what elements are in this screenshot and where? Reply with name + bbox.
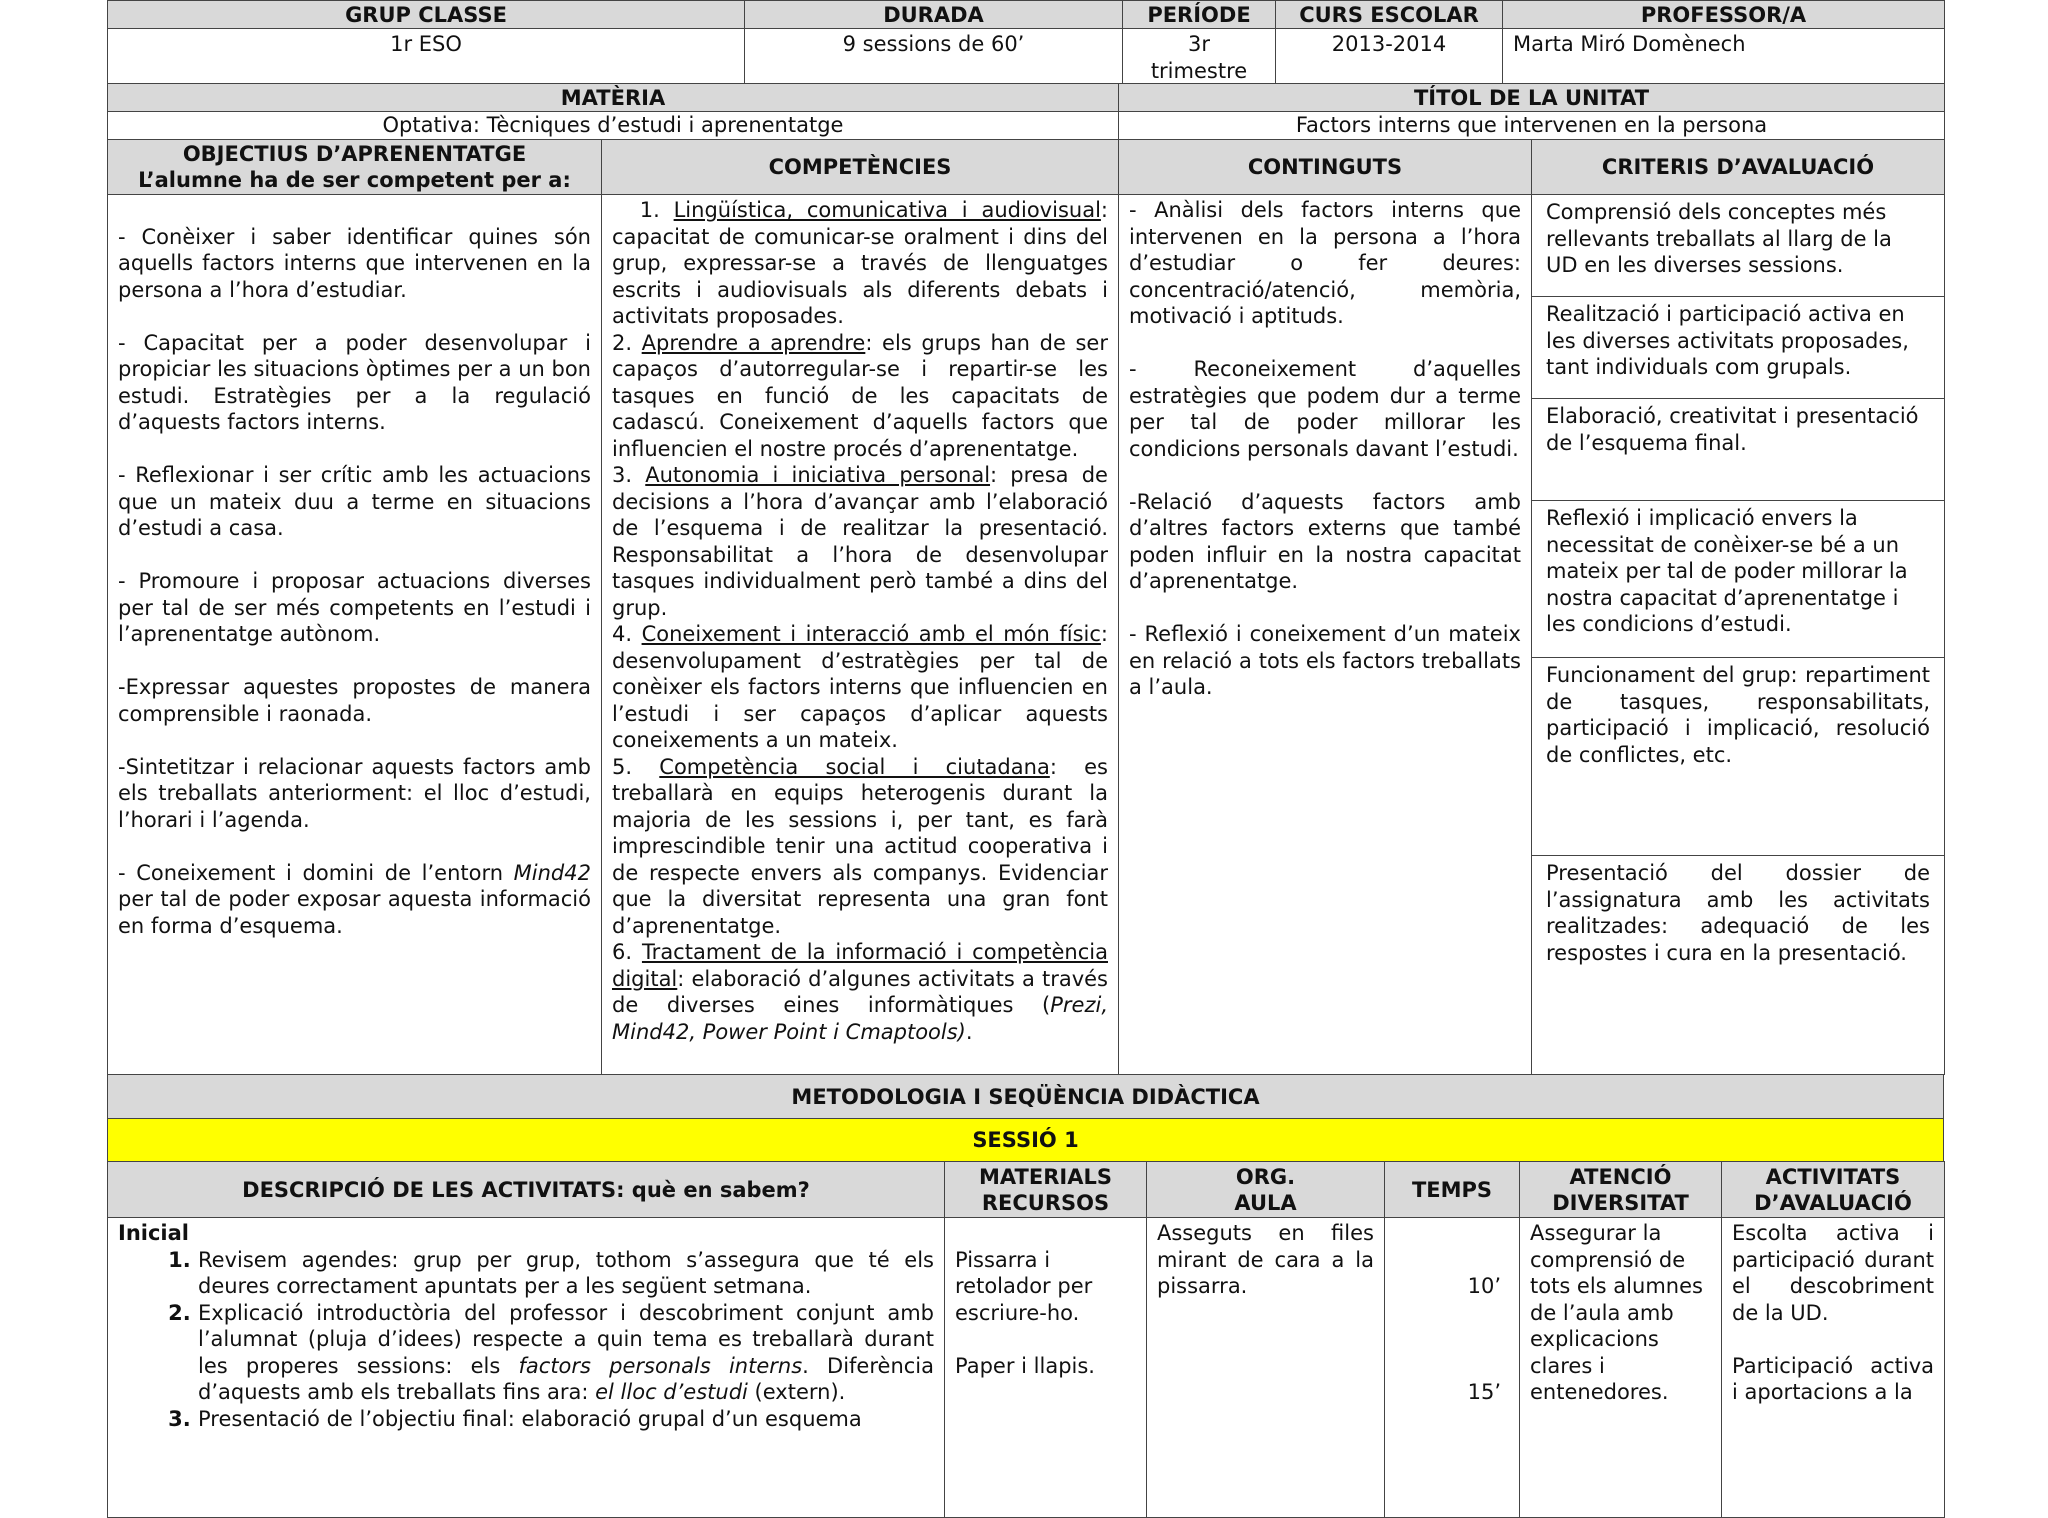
competencia-5: 5. Competència social i ciutadana: es treballarà en equips heterogenis durant la majoria de les sessions i, per tant, es farà imprescindible tenir una actitud cooperativa i de respecte envers als companys. Evidenciar que la diversitat representa una gran font d’aprenentatge. bbox=[612, 754, 1108, 938]
criteri-2: Realització i participació activa en les diverses activitats proposades, tant individuals com grupals. bbox=[1532, 297, 1944, 399]
descripcio-header: DESCRIPCIÓ DE LES ACTIVITATS: què en sabem? bbox=[108, 1162, 945, 1218]
metodologia-title: METODOLOGIA I SEQÜÈNCIA DIDÀCTICA bbox=[108, 1075, 1944, 1119]
session-table bbox=[107, 1161, 1945, 1518]
atencio-header: ATENCIÓ DIVERSITAT bbox=[1520, 1162, 1722, 1218]
contingut-1: - Anàlisi dels factors interns que intervenen en la persona a l’hora d’estudiar o fer deures: concentració/atenció, memòria, motivació i aptituds. bbox=[1129, 198, 1521, 328]
criteris-header: CRITERIS D’AVALUACIÓ bbox=[1532, 140, 1945, 195]
atencio-cell: Assegurar la comprensió de tots els alumnes de l’aula amb explicacions clares i entenedores. bbox=[1520, 1218, 1722, 1518]
org-cell: Asseguts en files mirant de cara a la pissarra. bbox=[1147, 1218, 1385, 1518]
objectiu-2: - Capacitat per a poder desenvolupar i propiciar les situacions òptimes per a un bon estudi. Estratègies per a la regulació d’aquests factors interns. bbox=[118, 330, 591, 434]
continguts-header: CONTINGUTS bbox=[1119, 140, 1532, 195]
objectiu-3: - Reflexionar i ser crític amb les actuacions que un mateix duu a terme en situacions d’estudi a casa. bbox=[118, 463, 591, 540]
avaluacio-2: Participació activa i aportacions a la bbox=[1732, 1353, 1934, 1404]
material-1: Pissarra i retolador per escriure-ho. bbox=[955, 1247, 1093, 1325]
sessio-title: SESSIÓ 1 bbox=[108, 1119, 1944, 1162]
competencia-2: 2. Aprendre a aprendre: els grups han de ser capaços d’autorregular-se i repartir-se les tasques en funció de les capacitats de cadascú. Coneixement d’aquells factors que influencien el nostre procés d’aprenentatge. bbox=[612, 330, 1108, 461]
criteri-1: Comprensió dels conceptes més rellevants treballats al llarg de la UD en les diverses sessions. bbox=[1532, 195, 1944, 297]
descripcio-cell bbox=[108, 1218, 945, 1518]
activitats-header: ACTIVITATS D’AVALUACIÓ bbox=[1722, 1162, 1945, 1218]
content-table bbox=[107, 139, 1945, 1075]
criteri-4: Reflexió i implicació envers la necessitat de conèixer-se bé a un mateix per tal de poder millorar la nostra capacitat d’aprenentatge i les condicions d’estudi. bbox=[1532, 501, 1944, 658]
professor-label: PROFESSOR/A bbox=[1503, 1, 1945, 29]
metodologia-table bbox=[107, 1074, 1944, 1162]
inicial-label: Inicial bbox=[118, 1221, 189, 1245]
competencies-header: COMPETÈNCIES bbox=[602, 140, 1119, 195]
org-header: ORG. AULA bbox=[1147, 1162, 1385, 1218]
competencia-1: 1. Lingüística, comunicativa i audiovisual: capacitat de comunicar-se oralment i dins del grup, expressar-se a través de llenguatges escrits i audiovisuals als diferents debats i activitats proposades. bbox=[612, 198, 1108, 328]
professor-value: Marta Miró Domènech bbox=[1503, 29, 1945, 87]
temps-1: 10’ bbox=[1467, 1274, 1501, 1298]
titol-label: TÍTOL DE LA UNITAT bbox=[1119, 84, 1945, 112]
continguts-cell bbox=[1119, 195, 1532, 1075]
contingut-3: -Relació d’aquests factors amb d’altres factors externs que també poden influir en la nostra capacitat d’aprenentatge. bbox=[1129, 489, 1521, 593]
curs-label: CURS ESCOLAR bbox=[1276, 1, 1503, 29]
competencies-cell bbox=[602, 195, 1119, 1075]
activity-2: 2. Explicació introductòria del professor i descobriment conjunt amb l’alumnat (pluja d’idees) respecte a quin tema es treballarà durant les properes sessions: els factors personals interns. Diferència d’aquests amb els treballats fins ara: el lloc d’estudi (extern). bbox=[198, 1300, 934, 1406]
activity-3: 3. Presentació de l’objectiu final: elaboració grupal d’un esquema bbox=[198, 1406, 934, 1433]
avaluacio-cell bbox=[1722, 1218, 1945, 1518]
grup-label: GRUP CLASSE bbox=[108, 1, 745, 29]
materials-cell bbox=[945, 1218, 1147, 1518]
objectius-header: OBJECTIUS D’APRENENTATGE L’alumne ha de ser competent per a: bbox=[108, 140, 602, 195]
materia-table bbox=[107, 83, 1945, 140]
competencia-6: 6. Tractament de la informació i competència digital: elaboració d’algunes activitats a través de diverses eines informàtiques (Prezi, Mind42, Power Point i Cmaptools). bbox=[612, 940, 1108, 1044]
temps-header: TEMPS bbox=[1385, 1162, 1520, 1218]
avaluacio-1: Escolta activa i participació durant el descobriment de la UD. bbox=[1732, 1221, 1934, 1325]
titol-value: Factors interns que intervenen en la persona bbox=[1119, 112, 1945, 140]
activity-1: 1. Revisem agendes: grup per grup, tothom s’assegura que té els deures correctament apuntats per a les següent setmana. bbox=[198, 1247, 934, 1300]
criteri-6: Presentació del dossier de l’assignatura amb les activitats realitzades: adequació de les respostes i cura en la presentació. bbox=[1546, 861, 1930, 965]
curs-value: 2013-2014 bbox=[1276, 29, 1503, 87]
objectius-cell bbox=[108, 195, 602, 1075]
durada-value: 9 sessions de 60’ bbox=[745, 29, 1123, 87]
materials-header: MATERIALS RECURSOS bbox=[945, 1162, 1147, 1218]
periode-value: 3r trimestre bbox=[1123, 29, 1276, 87]
criteri-3: Elaboració, creativitat i presentació de l’esquema final. bbox=[1532, 399, 1944, 501]
objectiu-4: - Promoure i proposar actuacions diverses per tal de ser més competents en l’estudi i l’aprenentatge autònom. bbox=[118, 569, 591, 646]
periode-label: PERÍODE bbox=[1123, 1, 1276, 29]
objectiu-6: -Sintetitzar i relacionar aquests factors amb els treballats anteriorment: el lloc d’estudi, l’horari i l’agenda. bbox=[118, 754, 591, 832]
activity-list bbox=[118, 1247, 934, 1433]
criteris-cell bbox=[1532, 195, 1945, 1075]
materia-label: MATÈRIA bbox=[108, 84, 1119, 112]
header-table bbox=[107, 0, 1945, 87]
durada-label: DURADA bbox=[745, 1, 1123, 29]
material-2: Paper i llapis. bbox=[955, 1353, 1095, 1378]
competencia-4: 4. Coneixement i interacció amb el món físic: desenvolupament d’estratègies per tal de conèixer els factors interns que influencien en l’estudi i ser capaços d’aplicar aquests coneixements a un mateix. bbox=[612, 622, 1108, 752]
grup-value: 1r ESO bbox=[108, 29, 745, 87]
contingut-2: - Reconeixement d’aquelles estratègies que podem dur a terme per tal de poder millorar les condicions personals davant l’estudi. bbox=[1129, 357, 1521, 461]
temps-2: 15’ bbox=[1467, 1380, 1501, 1404]
competencia-3: 3. Autonomia i iniciativa personal: presa de decisions a l’hora d’avançar amb l’elaboració de l’esquema i de realitzar la presentació. Responsabilitat a l’hora de desenvolupar tasques individualment però també a dins del grup. bbox=[612, 463, 1108, 620]
contingut-4: - Reflexió i coneixement d’un mateix en relació a tots els factors treballats a l’aula. bbox=[1129, 622, 1521, 699]
materia-value: Optativa: Tècniques d’estudi i aprenentatge bbox=[108, 112, 1119, 140]
temps-cell bbox=[1385, 1218, 1520, 1518]
objectiu-5: -Expressar aquestes propostes de manera comprensible i raonada. bbox=[118, 675, 591, 726]
objectiu-7: - Coneixement i domini de l’entorn Mind42 per tal de poder exposar aquesta informació en forma d’esquema. bbox=[118, 860, 591, 938]
criteri-5: Funcionament del grup: repartiment de tasques, responsabilitats, participació i implicació, resolució de conflictes, etc. bbox=[1532, 658, 1944, 856]
objectiu-1: - Conèixer i saber identificar quines són aquells factors interns que intervenen en la persona a l’hora d’estudiar. bbox=[118, 224, 591, 302]
